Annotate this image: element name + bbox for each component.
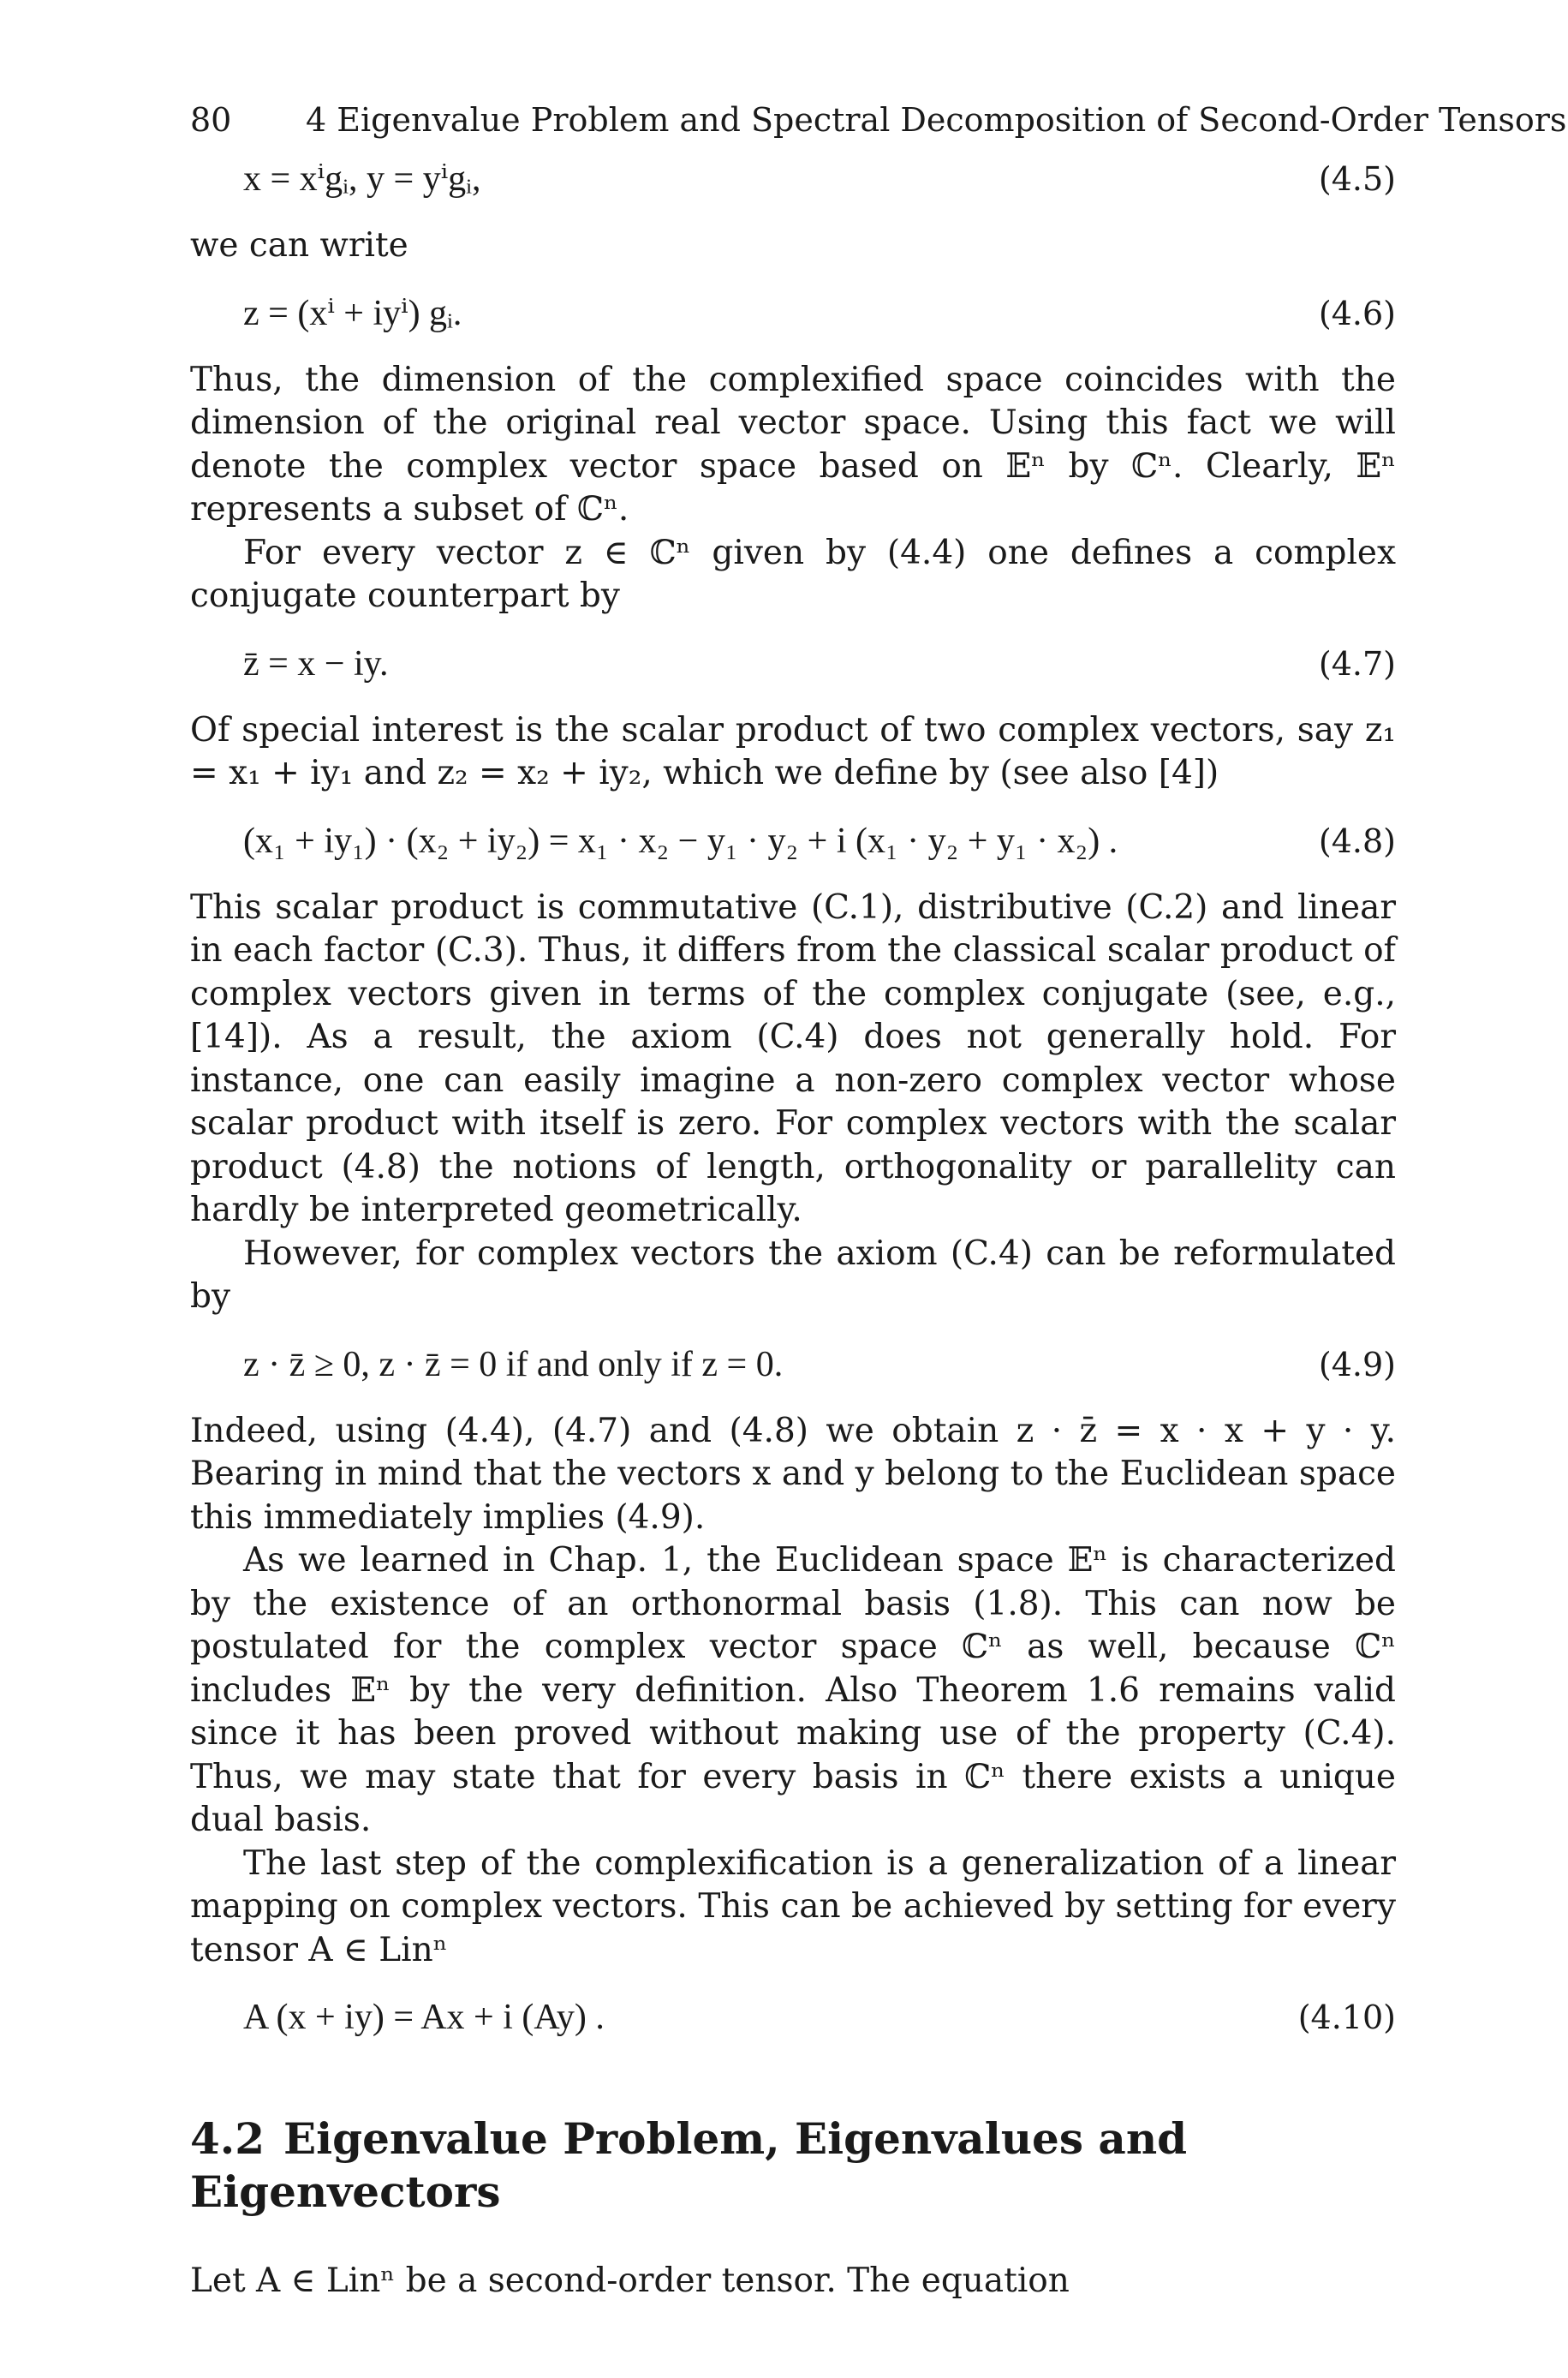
equation-body: z = (xⁱ + iyⁱ) gᵢ. xyxy=(243,293,462,333)
equation-number: (4.10) xyxy=(1297,1999,1396,2036)
equation-body: (x₁ + iy₁) · (x₂ + iy₂) = x₁ · x₂ − y₁ · y₂ + i (x₁ · y₂ + y₁ · x₂) . xyxy=(243,821,1118,861)
paragraph-let: Let A ∈ Linⁿ be a second-order tensor. The equation xyxy=(190,2261,1070,2300)
paragraph-scalar-intro: Of special interest is the scalar product of two complex vectors, say z₁ = x₁ + iy₁ and z₂ = x₂ + iy₂, which we define by (see also [4]) xyxy=(190,710,1396,792)
equation-number: (4.9) xyxy=(1318,1345,1396,1383)
page-number: 80 xyxy=(190,101,232,139)
paragraph-as-we-learned: As we learned in Chap. 1, the Euclidean space 𝔼ⁿ is characterized by the existence of an orthonormal basis (1.8). This can now be postulated for the complex vector space ℂⁿ as well, because ℂⁿ includes 𝔼ⁿ by the very definition. Also Theorem 1.6 remains valid since it has been proved without making use of the property (C.4). Thus, we may state that for every basis in ℂⁿ there exists a unique dual basis. xyxy=(190,1541,1396,1839)
paragraph-we-can-write: we can write xyxy=(190,226,408,265)
section-title: Eigenvalue Problem, Eigenvalues and Eigenvectors xyxy=(190,2113,1188,2217)
paragraph-dimension: Thus, the dimension of the complexified space coincides with the dimension of the original real vector space. Using this fact we will denote the complex vector space based on 𝔼ⁿ by ℂⁿ. Clearly, 𝔼ⁿ represents a subset of ℂⁿ. xyxy=(190,360,1396,529)
equation-number: (4.6) xyxy=(1318,294,1396,332)
paragraph-commutative: This scalar product is commutative (C.1), distributive (C.2) and linear in each factor (C.3). Thus, it differs from the classical scalar product of complex vectors given in terms of the complex conjugate (see, e.g., [14]). As a result, the axiom (C.4) does not generally hold. For instance, one can easily imagine a non-zero complex vector whose scalar product with itself is zero. For complex vectors with the scalar product (4.8) the notions of length, orthogonality or parallelity can hardly be interpreted geometrically. xyxy=(190,887,1396,1229)
equation-body: z̄ = x − iy. xyxy=(243,643,389,684)
book-page xyxy=(190,94,1567,2303)
paragraph-indeed: Indeed, using (4.4), (4.7) and (4.8) we obtain z · z̄ = x · x + y · y. Bearing in mind that the vectors x and y belong to the Euclidean space this immediately implies (4.9). xyxy=(190,1411,1396,1537)
equation-body: z · z̄ ≥ 0, z · z̄ = 0 if and only if z = 0. xyxy=(243,1344,784,1384)
equation-4-5 xyxy=(190,152,1396,206)
equation-body: A (x + iy) = Ax + i (Ay) . xyxy=(243,1998,605,2037)
equation-4-10 xyxy=(190,1991,1396,2044)
equation-number: (4.8) xyxy=(1318,822,1396,860)
equation-4-8 xyxy=(190,815,1396,868)
chapter-title: 4 Eigenvalue Problem and Spectral Decomposition of Second-Order Tensors xyxy=(306,101,1567,139)
equation-4-9 xyxy=(190,1338,1396,1391)
equation-4-6 xyxy=(190,287,1396,340)
equation-body: x = xⁱgᵢ, y = yⁱgᵢ, xyxy=(243,159,481,199)
running-head xyxy=(190,94,1567,146)
equation-number: (4.5) xyxy=(1318,160,1396,198)
section-heading xyxy=(190,2112,1396,2219)
paragraph-conjugate: For every vector z ∈ ℂⁿ given by (4.4) one defines a complex conjugate counterpart by xyxy=(190,533,1396,615)
section-number: 4.2 xyxy=(190,2113,265,2164)
equation-number: (4.7) xyxy=(1318,644,1396,683)
paragraph-last-step: The last step of the complexification is a generalization of a linear mapping on complex vectors. This can be achieved by setting for every tensor A ∈ Linⁿ xyxy=(190,1843,1396,1969)
equation-4-7 xyxy=(190,637,1396,690)
paragraph-however: However, for complex vectors the axiom (C.4) can be reformulated by xyxy=(190,1234,1396,1316)
